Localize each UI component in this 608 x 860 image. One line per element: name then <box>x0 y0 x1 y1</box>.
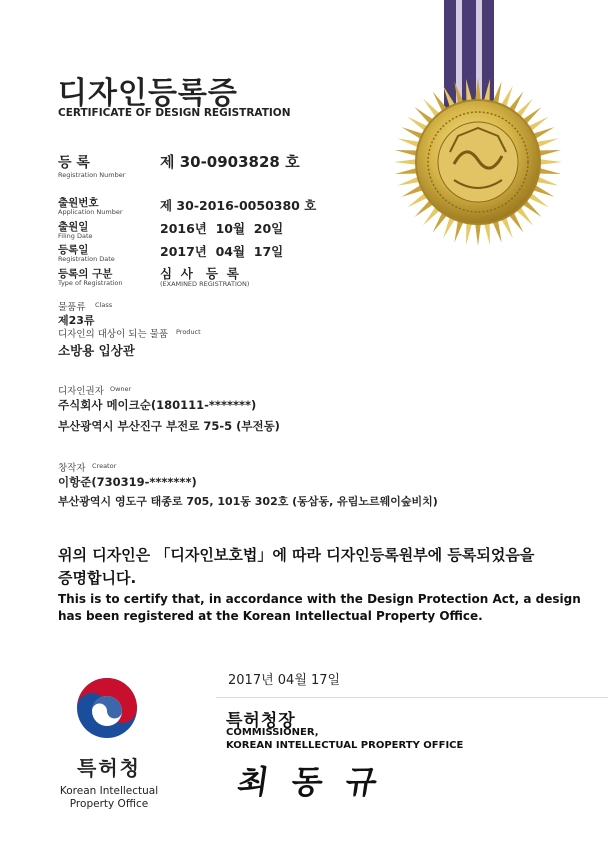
reg-type-label-en: Type of Registration <box>58 279 123 287</box>
statement-ko <box>58 544 534 590</box>
commissioner-title-en-1: COMMISSIONER, <box>226 727 319 738</box>
reg-type: 심 사 등 록 <box>160 266 239 281</box>
reg-date-label: 등록일 <box>58 244 89 256</box>
class-label-en: Class <box>95 301 113 309</box>
registration-number: 제 30-0903828 호 <box>160 153 300 171</box>
page-subtitle: CERTIFICATE OF DESIGN REGISTRATION <box>58 107 291 119</box>
creator-label: 창작자 <box>58 463 86 474</box>
class-value: 제23류 <box>58 314 95 327</box>
owner-address: 부산광역시 부산진구 부전로 75-5 (부전동) <box>58 419 280 433</box>
logo-name-ko: 특허청 <box>77 756 141 780</box>
application-number: 제 30-2016-0050380 호 <box>160 198 317 213</box>
application-label: 출원번호 <box>58 197 99 209</box>
product-label: 디자인의 대상이 되는 물품 <box>58 329 169 340</box>
reg-type-en: (EXAMINED REGISTRATION) <box>160 280 250 288</box>
application-label-en: Application Number <box>58 208 123 216</box>
issue-date: 2017년 04월 17일 <box>228 673 341 688</box>
statement-en <box>58 591 581 625</box>
owner-label: 디자인권자 <box>58 386 104 397</box>
filing-label: 출원일 <box>58 221 89 233</box>
divider <box>216 697 608 698</box>
commissioner-title-ko: 특허청장 <box>226 711 296 731</box>
owner-label-en: Owner <box>110 385 132 393</box>
registration-label-en: Registration Number <box>58 171 126 179</box>
class-label: 물품류 <box>58 302 86 313</box>
creator-label-en: Creator <box>92 462 117 470</box>
registration-label: 등 록 <box>58 155 90 171</box>
statement-en-line1: This is to certify that, in accordance with the Design Protection Act, a design <box>58 592 581 606</box>
creator-address: 부산광역시 영도구 태종로 705, 101동 302호 (동삼동, 유림노르웨이숲비치) <box>58 495 438 508</box>
product-value: 소방용 입상관 <box>58 343 135 358</box>
owner-name: 주식회사 메이크순(180111-*******) <box>58 398 257 412</box>
statement-ko-line2: 증명합니다. <box>58 569 137 587</box>
page-title: 디자인등록증 <box>58 76 238 111</box>
reg-date: 2017년 04월 17일 <box>160 244 284 259</box>
taegeuk-logo-icon <box>72 673 142 743</box>
commissioner-title-en-2: KOREAN INTELLECTUAL PROPERTY OFFICE <box>226 740 464 751</box>
logo-name-en-1: Korean Intellectual <box>59 785 159 797</box>
gold-seal-icon <box>388 72 568 252</box>
filing-date: 2016년 10월 20일 <box>160 221 284 236</box>
product-label-en: Product <box>176 328 201 336</box>
statement-ko-line1: 위의 디자인은 「디자인보호법」에 따라 디자인등록원부에 등록되었음을 <box>58 546 535 564</box>
commissioner-signature: 최 동 규 <box>235 763 386 801</box>
creator-name: 이항준(730319-*******) <box>58 475 197 489</box>
reg-type-label: 등록의 구분 <box>58 268 113 280</box>
statement-en-line2: has been registered at the Korean Intellectual Property Office. <box>58 609 483 623</box>
reg-date-label-en: Registration Date <box>58 255 115 263</box>
filing-label-en: Filing Date <box>58 232 93 240</box>
logo-name-en-2: Property Office <box>69 798 149 810</box>
